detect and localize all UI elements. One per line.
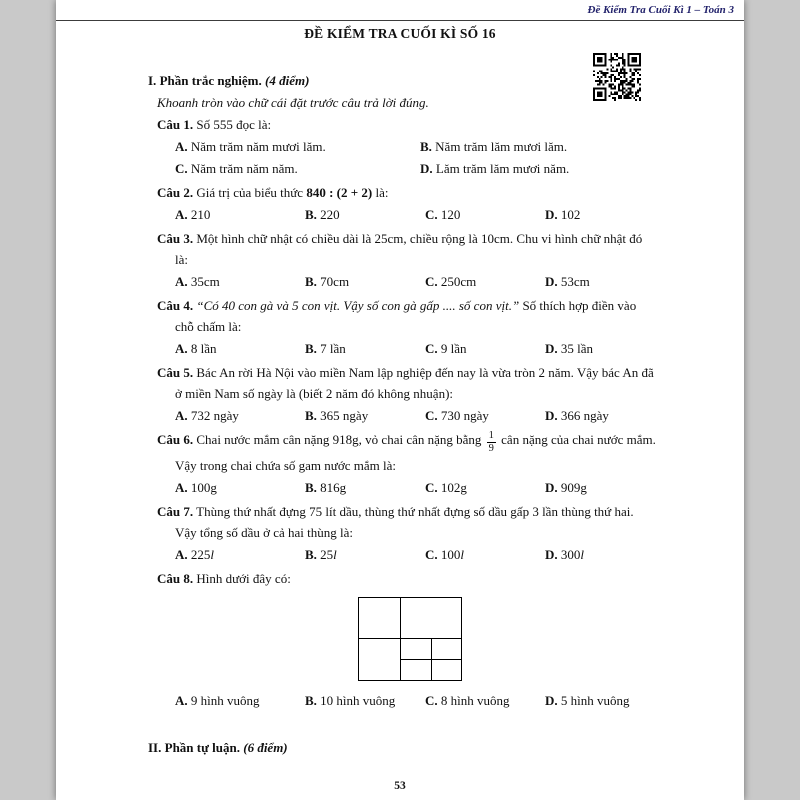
option-b: B. 365 ngày [305,408,369,423]
option-b: B. 7 lần [305,341,346,356]
question-6-options [148,477,656,498]
question-4 [148,295,656,337]
question-5-label: Câu 5. [157,365,194,380]
option-c: C. 120 [425,207,461,222]
option-b: B. 220 [305,207,340,222]
option-a: A. 225l [175,547,215,563]
question-2-label: Câu 2. [157,185,194,200]
question-6: Câu 6. Chai nước mắm cân nặng 918g, vỏ chai cân nặng bằng $\frac{1}{9}$ cân nặng của chai nước mắm. Vậy trong chai chứa số gam nước mắm là: [157,429,656,474]
question-1-text: Số 555 đọc là: [196,117,272,132]
question-4-options [148,338,656,359]
option-b: B. Năm trăm lăm mươi lăm. [420,139,568,154]
question-2-text: Giá trị của biểu thức [196,185,304,200]
question-1 [148,114,656,135]
option-a: A. 732 ngày [175,408,239,423]
option-b: B. 10 hình vuông [305,693,396,709]
question-3-label: Câu 3. [157,231,194,246]
option-a: A. 35cm [175,274,220,289]
option-b: B. 70cm [305,274,350,289]
question-8 [148,568,656,589]
document-body [148,70,656,759]
option-b: B. 25l [305,547,337,563]
option-d: D. 5 hình vuông [545,693,630,709]
option-c: C. 102g [425,480,467,496]
question-5 [148,362,656,404]
option-c: C. 100l [425,547,465,563]
option-d: D. 102 [545,207,581,222]
question-3 [148,228,656,270]
option-b: B. 816g [305,480,347,496]
question-7-text: Thùng thứ nhất đựng 75 lít dầu, thùng thứ nhất đựng số dầu gấp 3 lần thùng thứ hai. Vậy tổng số dầu ở cả hai thùng là: [175,504,634,541]
question-2: Câu 2. Giá trị của biểu thức 840 : (2 + 2) là: [157,185,389,200]
question-1-options [148,136,656,179]
question-4-quote: “Có 40 con gà và 5 con vịt. Vậy số con gà gấp .... số con vịt.” [196,298,520,313]
question-8-label: Câu 8. [157,571,194,587]
question-5-text: Bác An rời Hà Nội vào miền Nam lập nghiệp đến nay là vừa tròn 2 năm. Vậy bác An đã ở miền Nam số ngày là (biết 2 năm đó không nhuận): [175,365,654,401]
header-rule [56,20,744,21]
option-d: D. 366 ngày [545,408,609,423]
option-d: D. 53cm [545,274,590,289]
option-d: D. 909g [545,480,587,496]
question-3-options [148,271,656,292]
running-header: Đề Kiểm Tra Cuối Kì 1 – Toán 3 [587,4,734,16]
question-5-options [148,405,656,426]
option-a: A. 9 hình vuông [175,693,260,709]
option-d: D. Lăm trăm lăm mươi năm. [420,161,570,176]
option-a: A. Năm trăm năm mươi lăm. [175,139,326,154]
option-a: A. 100g [175,480,217,496]
option-c: C. 8 hình vuông [425,693,510,709]
question-4-text: Số thích hợp điền vào chỗ chấm là: [175,298,637,334]
option-d: D. 35 lần [545,341,594,356]
question-7-options [148,544,656,565]
option-c: C. 9 lần [425,341,467,356]
option-c: C. 250cm [425,274,477,289]
question-2-expression: 840 : (2 + 2) [306,185,373,200]
document-page [56,0,744,800]
square-figure-svg [358,597,462,681]
section-2-points: (6 điểm) [243,740,288,756]
question-8-text: Hình dưới đây có: [196,571,291,587]
question-1-label: Câu 1. [157,117,194,132]
question-8-options [148,690,656,711]
page-number: 53 [394,780,406,792]
option-a: A. 210 [175,207,211,222]
question-7-label: Câu 7. [157,504,194,520]
question-6-text: Chai nước mắm cân nặng 918g, vỏ chai cân nặng bằng [196,432,482,447]
instruction-text: Khoanh tròn vào chữ cái đặt trước câu trả lời đúng. [157,95,429,110]
question-3-text: Một hình chữ nhật có chiều dài là 25cm, chiều rộng là 10cm. Chu vi hình chữ nhật đó là: [175,231,643,267]
square-subdivision-figure [358,597,462,681]
option-a: A. 8 lần [175,341,217,356]
question-4-label: Câu 4. [157,298,194,313]
option-d: D. 300l [545,547,585,563]
question-6-label: Câu 6. [157,432,194,447]
fraction-one-ninth: $\frac{1}{9}$ [488,429,494,454]
option-c: C. 730 ngày [425,408,489,423]
section-1-heading: I. Phần trắc nghiệm. (4 điểm) [148,73,310,88]
question-7 [148,501,656,543]
section-1-points: (4 điểm) [265,73,310,88]
option-c: C. Năm trăm năm năm. [175,161,298,176]
page-title: ĐỀ KIỂM TRA CUỐI KÌ SỐ 16 [304,26,496,41]
question-2-options [148,204,656,225]
section-2-heading: II. Phần tự luận. (6 điểm) [148,740,288,756]
